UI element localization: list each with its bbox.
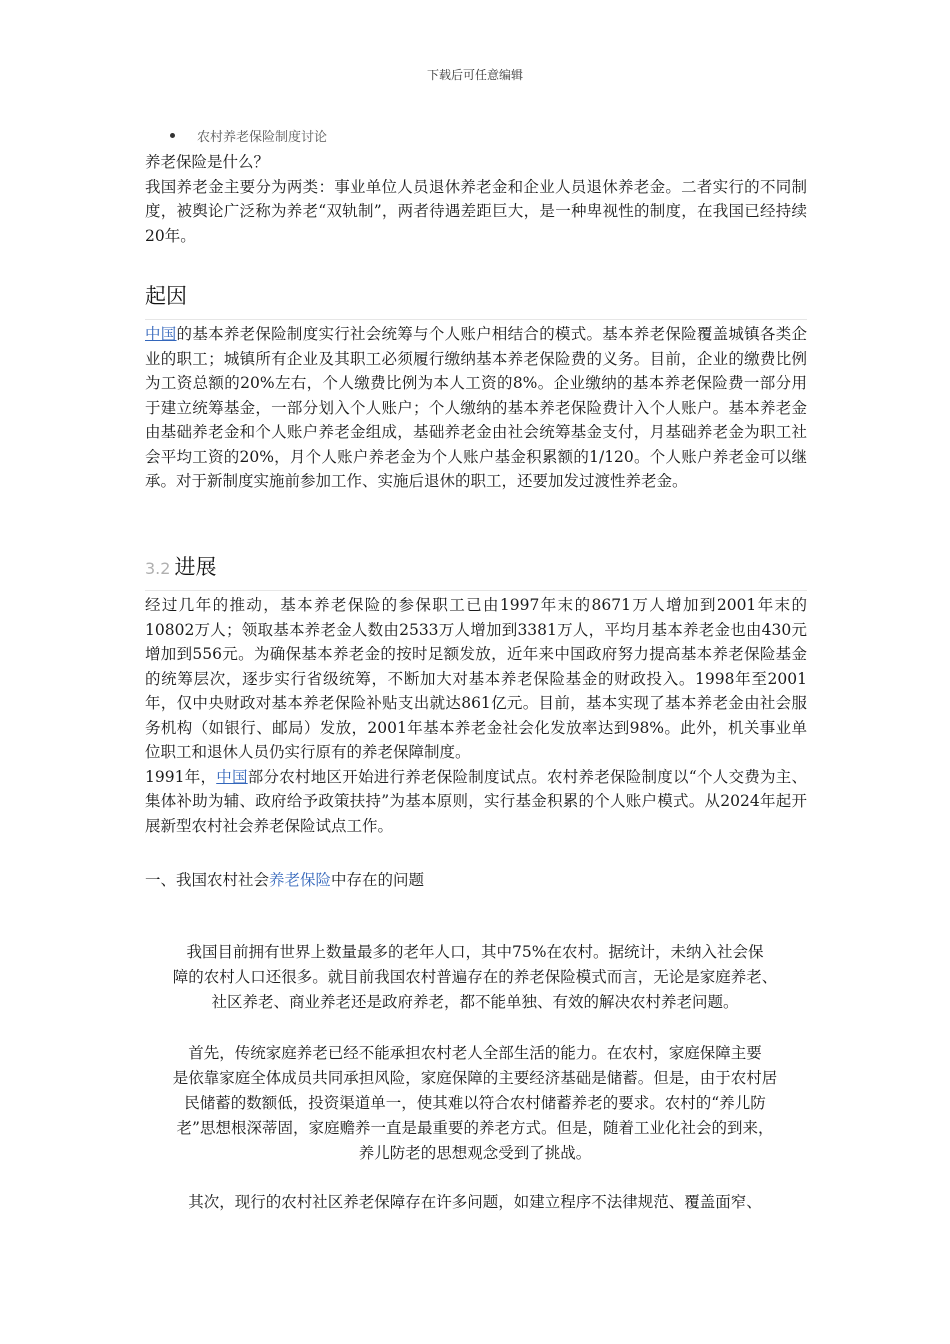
cause-body: 的基本养老保险制度实行社会统筹与个人账户相结合的模式。基本养老保险覆盖城镇各类企业的职工；城镇所有企业及其职工必须履行缴纳基本养老保险费的义务。目前，企业的缴费比例为工资总额的20%左右，个人缴费比例为本人工资的8%。企业缴纳的基本养老保险费一部分用于建立统筹基金，一部分划入个人账户；个人缴纳的基本养老保险费计入个人账户。基本养老金由基础养老金和个人账户养老金组成，基础养老金由社会统筹基金支付，月基础养老金为职工社会平均工资的20%，月个人账户养老金为个人账户基金积累额的1/120。个人账户养老金可以继承。对于新制度实施前参加工作、实施后退休的职工，还要加发过渡性养老金。 xyxy=(145,325,807,490)
section1-para3 xyxy=(140,1190,810,1215)
intro-question: 养老保险是什么？ xyxy=(145,153,270,171)
progress-section xyxy=(145,590,807,838)
progress-text-2-pre: 1991年， xyxy=(145,767,217,786)
bullet-item-label: 农村养老保险制度讨论 xyxy=(197,130,328,145)
china-link-2[interactable]: 中国 xyxy=(216,767,248,786)
progress-title: 进展 xyxy=(174,555,217,579)
para2-line: 是依靠家庭全体成员共同承担风险，家庭保障的主要经济基础是储蓄。但是，由于农村居 xyxy=(172,1069,778,1087)
para2-line: 首先，传统家庭养老已经不能承担农村老人全部生活的能力。在农村，家庭保障主要 xyxy=(188,1044,762,1062)
section1-para1 xyxy=(140,940,810,1015)
section1-title xyxy=(145,868,807,890)
section1-para2 xyxy=(140,1041,810,1166)
para1-line: 障的农村人口还很多。就目前我国农村普遍存在的养老保险模式而言，无论是家庭养老、 xyxy=(172,968,778,986)
intro-text: 我国养老金主要分为两类：事业单位人员退休养老金和企业人员退休养老金。二者实行的不同制度，被舆论广泛称为养老“双轨制”，两者待遇差距巨大，是一种卑视性的制度，在我国已经持续20年。 xyxy=(145,177,807,245)
page-header: 下载后可任意编辑 xyxy=(426,68,523,82)
section1-title-post: 中存在的问题 xyxy=(331,871,425,889)
section-number: 3.2 xyxy=(145,559,171,578)
pension-link[interactable]: 养老保险 xyxy=(269,871,332,889)
para2-line: 老”思想根深蒂固，家庭赡养一直是最重要的养老方式。但是，随着工业化社会的到来， xyxy=(176,1119,774,1137)
divider xyxy=(145,319,807,320)
progress-text-2 xyxy=(145,765,807,839)
progress-heading xyxy=(145,551,216,581)
para2-line: 民储蓄的数额低，投资渠道单一，使其难以符合农村储蓄养老的要求。农村的“养儿防 xyxy=(184,1094,766,1112)
para2-line: 养儿防老的思想观念受到了挑战。 xyxy=(358,1144,592,1162)
divider xyxy=(145,590,807,591)
cause-text xyxy=(145,322,807,494)
para1-line: 社区养老、商业养老还是政府养老，都不能单独、有效的解决农村养老问题。 xyxy=(211,993,739,1011)
progress-text-2-post: 部分农村地区开始进行养老保险制度试点。农村养老保险制度以“个人交费为主、集体补助为辅、政府给予政策扶持”为基本原则，实行基金积累的个人账户模式。从2024年起开展新型农村社会养老保险试点工作。 xyxy=(145,767,807,835)
intro-section xyxy=(145,150,807,248)
para1-line: 我国目前拥有世界上数量最多的老年人口，其中75%在农村。据统计，未纳入社会保 xyxy=(186,943,764,961)
section1-title-pre: 一、我国农村社会 xyxy=(145,871,270,889)
cause-heading: 起因 xyxy=(145,284,187,308)
para3-line: 其次，现行的农村社区养老保障存在许多问题，如建立程序不法律规范、覆盖面窄、 xyxy=(188,1193,762,1211)
china-link[interactable]: 中国 xyxy=(145,325,177,343)
cause-section xyxy=(145,319,807,494)
bullet-item xyxy=(170,126,327,145)
progress-text-1: 经过几年的推动，基本养老保险的参保职工已由1997年末的8671万人增加到2001年末的10802万人；领取基本养老金人数由2533万人增加到3381万人，平均月基本养老金也由430元增加到556元。为确保基本养老金的按时足额发放，近年来中国政府努力提高基本养老保险基金的统筹层次，逐步实行省级统筹，不断加大对基本养老保险基金的财政投入。1998年至2001年，仅中央财政对基本养老保险补贴支出就达861亿元。目前，基本实现了基本养老金由社会服务机构（如银行、邮局）发放，2001年基本养老金社会化发放率达到98%。此外，机关事业单位职工和退休人员仍实行原有的养老保障制度。 xyxy=(145,596,807,761)
bullet-dot-icon xyxy=(170,133,175,138)
